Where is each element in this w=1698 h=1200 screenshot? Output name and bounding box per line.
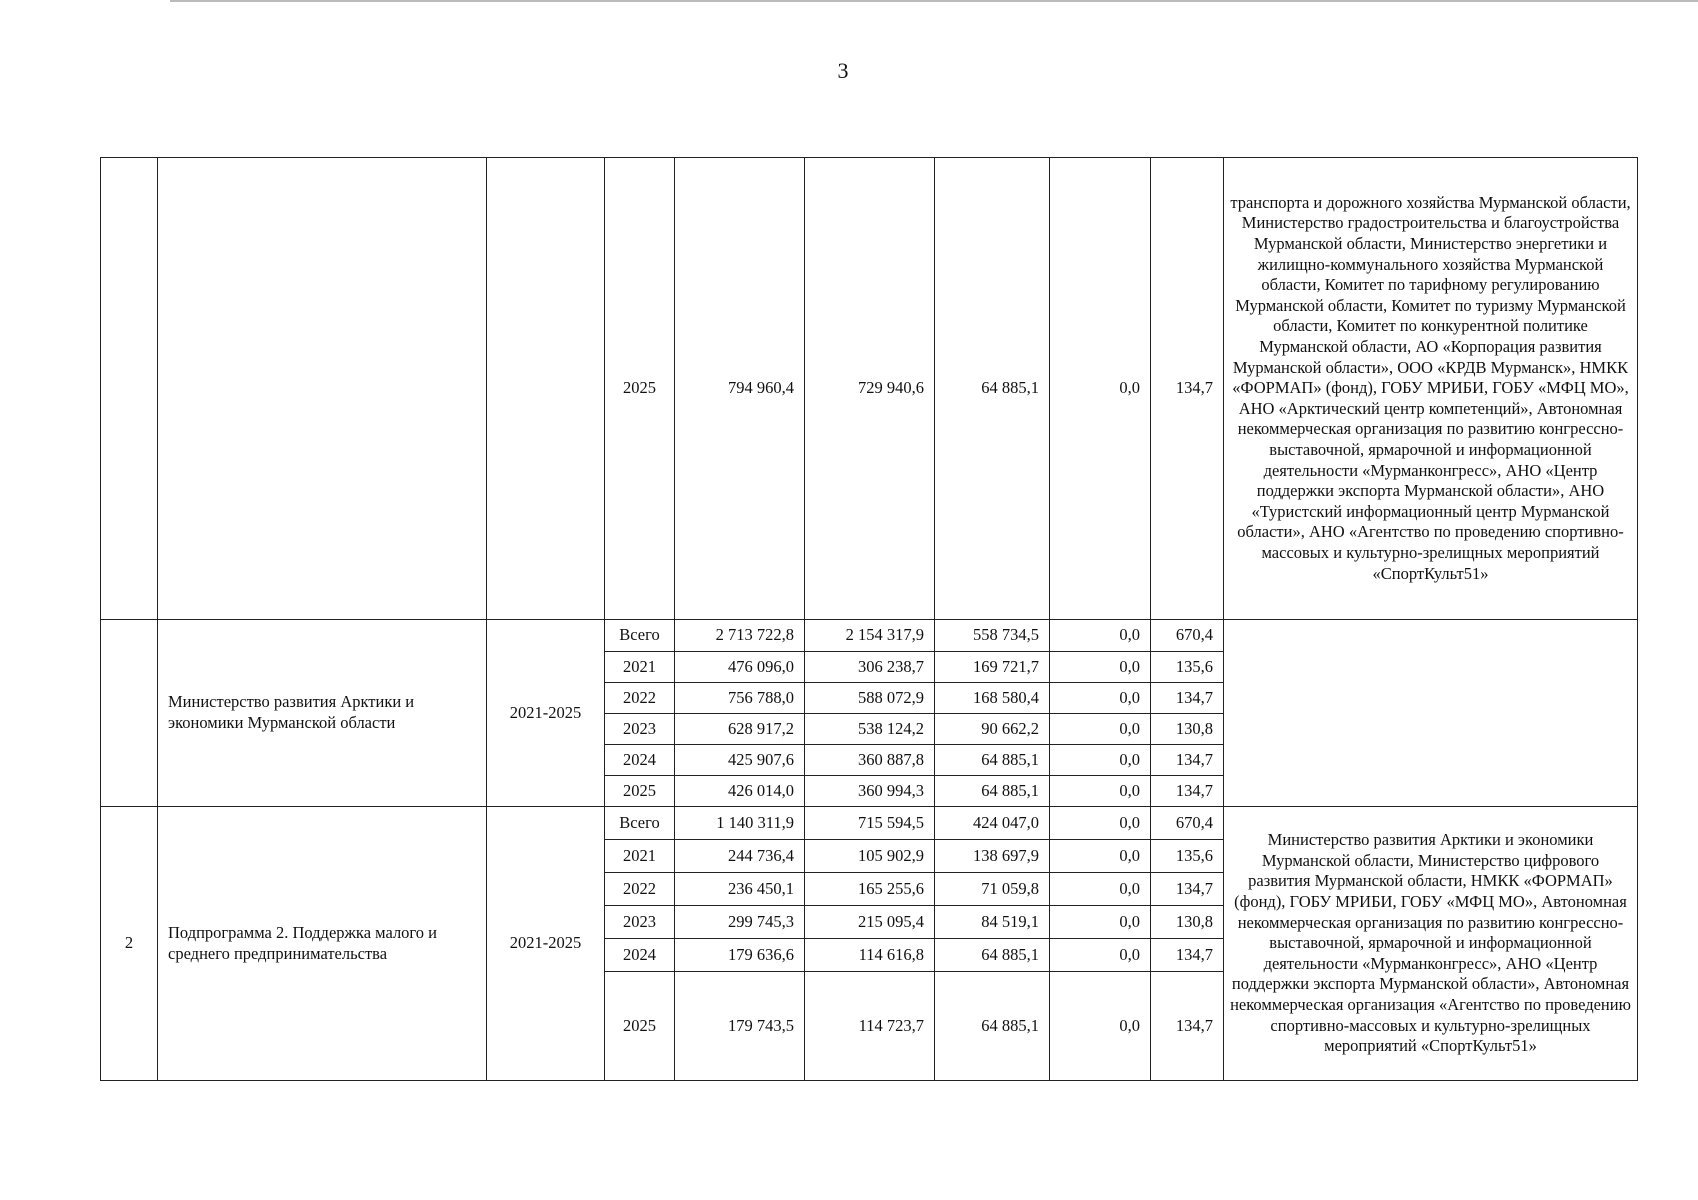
regional-cell: 165 255,6 bbox=[805, 873, 935, 906]
total-cell: 2 713 722,8 bbox=[675, 620, 805, 652]
table-row bbox=[101, 158, 1638, 620]
regional-cell: 114 723,7 bbox=[805, 972, 935, 1081]
year-cell: 2025 bbox=[605, 158, 675, 620]
year-cell: Всего bbox=[605, 807, 675, 840]
regional-cell: 715 594,5 bbox=[805, 807, 935, 840]
regional-cell: 538 124,2 bbox=[805, 714, 935, 745]
regional-cell: 306 238,7 bbox=[805, 652, 935, 683]
regional-cell: 360 887,8 bbox=[805, 745, 935, 776]
local-cell: 0,0 bbox=[1050, 620, 1151, 652]
local-cell: 0,0 bbox=[1050, 745, 1151, 776]
executors-cell: транспорта и дорожного хозяйства Мурманской области, Министерство градостроительства и благоустройства Мурманской области, Министерство энергетики и жилищно-коммунального хозяйства Мурманской области, Комитет по тарифному регулированию Мурманской области, Комитет по туризму Мурманской области, Комитет по конкурентной политике Мурманской области, АО «Корпорация развития Мурманской области», ООО «КРДВ Мурманск», НМКК «ФОРМАП» (фонд), ГОБУ МРИБИ, ГОБУ «МФЦ МО», АНО «Арктический центр компетенций», Автономная некоммерческая организация по развитию конгрессно-выставочной, ярмарочной и информационной деятельности «Мурманконгресс», АНО «Центр поддержки экспорта Мурманской области», АНО «Туристский информационный центр Мурманской области», АНО «Агентство по проведению спортивно-массовых и культурно-зрелищных мероприятий «СпортКульт51» bbox=[1224, 158, 1638, 620]
year-cell: 2024 bbox=[605, 939, 675, 972]
federal-cell: 90 662,2 bbox=[935, 714, 1050, 745]
year-cell: 2022 bbox=[605, 873, 675, 906]
local-cell: 0,0 bbox=[1050, 972, 1151, 1081]
total-cell: 1 140 311,9 bbox=[675, 807, 805, 840]
federal-cell: 84 519,1 bbox=[935, 906, 1050, 939]
year-cell: 2025 bbox=[605, 776, 675, 807]
regional-cell: 729 940,6 bbox=[805, 158, 935, 620]
period-cell: 2021-2025 bbox=[487, 620, 605, 807]
year-cell: 2023 bbox=[605, 906, 675, 939]
local-cell: 0,0 bbox=[1050, 873, 1151, 906]
regional-cell: 360 994,3 bbox=[805, 776, 935, 807]
regional-cell: 114 616,8 bbox=[805, 939, 935, 972]
period-cell bbox=[487, 158, 605, 620]
name-cell bbox=[158, 158, 487, 620]
other-cell: 130,8 bbox=[1151, 714, 1224, 745]
total-cell: 476 096,0 bbox=[675, 652, 805, 683]
federal-cell: 71 059,8 bbox=[935, 873, 1050, 906]
table-row bbox=[101, 807, 1638, 840]
year-cell: 2025 bbox=[605, 972, 675, 1081]
other-cell: 670,4 bbox=[1151, 620, 1224, 652]
federal-cell: 169 721,7 bbox=[935, 652, 1050, 683]
other-cell: 134,7 bbox=[1151, 745, 1224, 776]
total-cell: 179 743,5 bbox=[675, 972, 805, 1081]
name-cell: Министерство развития Арктики и экономики Мурманской области bbox=[158, 620, 487, 807]
year-cell: 2021 bbox=[605, 840, 675, 873]
local-cell: 0,0 bbox=[1050, 906, 1151, 939]
other-cell: 134,7 bbox=[1151, 776, 1224, 807]
local-cell: 0,0 bbox=[1050, 840, 1151, 873]
executors-cell bbox=[1224, 620, 1638, 807]
local-cell: 0,0 bbox=[1050, 652, 1151, 683]
other-cell: 134,7 bbox=[1151, 683, 1224, 714]
federal-cell: 138 697,9 bbox=[935, 840, 1050, 873]
scan-top-edge bbox=[170, 0, 1698, 2]
year-cell: 2023 bbox=[605, 714, 675, 745]
federal-cell: 64 885,1 bbox=[935, 745, 1050, 776]
federal-cell: 424 047,0 bbox=[935, 807, 1050, 840]
total-cell: 628 917,2 bbox=[675, 714, 805, 745]
other-cell: 670,4 bbox=[1151, 807, 1224, 840]
regional-cell: 588 072,9 bbox=[805, 683, 935, 714]
page-number: 3 bbox=[837, 58, 849, 83]
local-cell: 0,0 bbox=[1050, 158, 1151, 620]
other-cell: 135,6 bbox=[1151, 652, 1224, 683]
total-cell: 244 736,4 bbox=[675, 840, 805, 873]
other-cell: 134,7 bbox=[1151, 158, 1224, 620]
total-cell: 794 960,4 bbox=[675, 158, 805, 620]
year-cell: 2022 bbox=[605, 683, 675, 714]
period-cell: 2021-2025 bbox=[487, 807, 605, 1081]
federal-cell: 558 734,5 bbox=[935, 620, 1050, 652]
name-cell: Подпрограмма 2. Поддержка малого и среднего предпринимательства bbox=[158, 807, 487, 1081]
federal-cell: 64 885,1 bbox=[935, 939, 1050, 972]
funding-table bbox=[100, 157, 1638, 1081]
local-cell: 0,0 bbox=[1050, 683, 1151, 714]
total-cell: 756 788,0 bbox=[675, 683, 805, 714]
other-cell: 134,7 bbox=[1151, 972, 1224, 1081]
federal-cell: 168 580,4 bbox=[935, 683, 1050, 714]
other-cell: 134,7 bbox=[1151, 873, 1224, 906]
local-cell: 0,0 bbox=[1050, 807, 1151, 840]
other-cell: 135,6 bbox=[1151, 840, 1224, 873]
year-cell: 2024 bbox=[605, 745, 675, 776]
total-cell: 426 014,0 bbox=[675, 776, 805, 807]
total-cell: 425 907,6 bbox=[675, 745, 805, 776]
executors-cell: Министерство развития Арктики и экономики Мурманской области, Министерство цифрового развития Мурманской области, НМКК «ФОРМАП» (фонд), ГОБУ МРИБИ, ГОБУ «МФЦ МО», Автономная некоммерческая организация по развитию конгрессно-выставочной, ярмарочной и информационной деятельности «Мурманконгресс», АНО «Центр поддержки экспорта Мурманской области», Автономная некоммерческая организация «Агентство по проведению спортивно-массовых и культурно-зрелищных мероприятий «СпортКульт51» bbox=[1224, 807, 1638, 1081]
local-cell: 0,0 bbox=[1050, 776, 1151, 807]
total-cell: 179 636,6 bbox=[675, 939, 805, 972]
index-cell bbox=[101, 620, 158, 807]
local-cell: 0,0 bbox=[1050, 714, 1151, 745]
other-cell: 130,8 bbox=[1151, 906, 1224, 939]
table-row bbox=[101, 620, 1638, 652]
local-cell: 0,0 bbox=[1050, 939, 1151, 972]
federal-cell: 64 885,1 bbox=[935, 972, 1050, 1081]
total-cell: 299 745,3 bbox=[675, 906, 805, 939]
other-cell: 134,7 bbox=[1151, 939, 1224, 972]
federal-cell: 64 885,1 bbox=[935, 158, 1050, 620]
year-cell: 2021 bbox=[605, 652, 675, 683]
index-cell bbox=[101, 158, 158, 620]
total-cell: 236 450,1 bbox=[675, 873, 805, 906]
year-cell: Всего bbox=[605, 620, 675, 652]
federal-cell: 64 885,1 bbox=[935, 776, 1050, 807]
regional-cell: 105 902,9 bbox=[805, 840, 935, 873]
index-cell: 2 bbox=[101, 807, 158, 1081]
regional-cell: 2 154 317,9 bbox=[805, 620, 935, 652]
regional-cell: 215 095,4 bbox=[805, 906, 935, 939]
